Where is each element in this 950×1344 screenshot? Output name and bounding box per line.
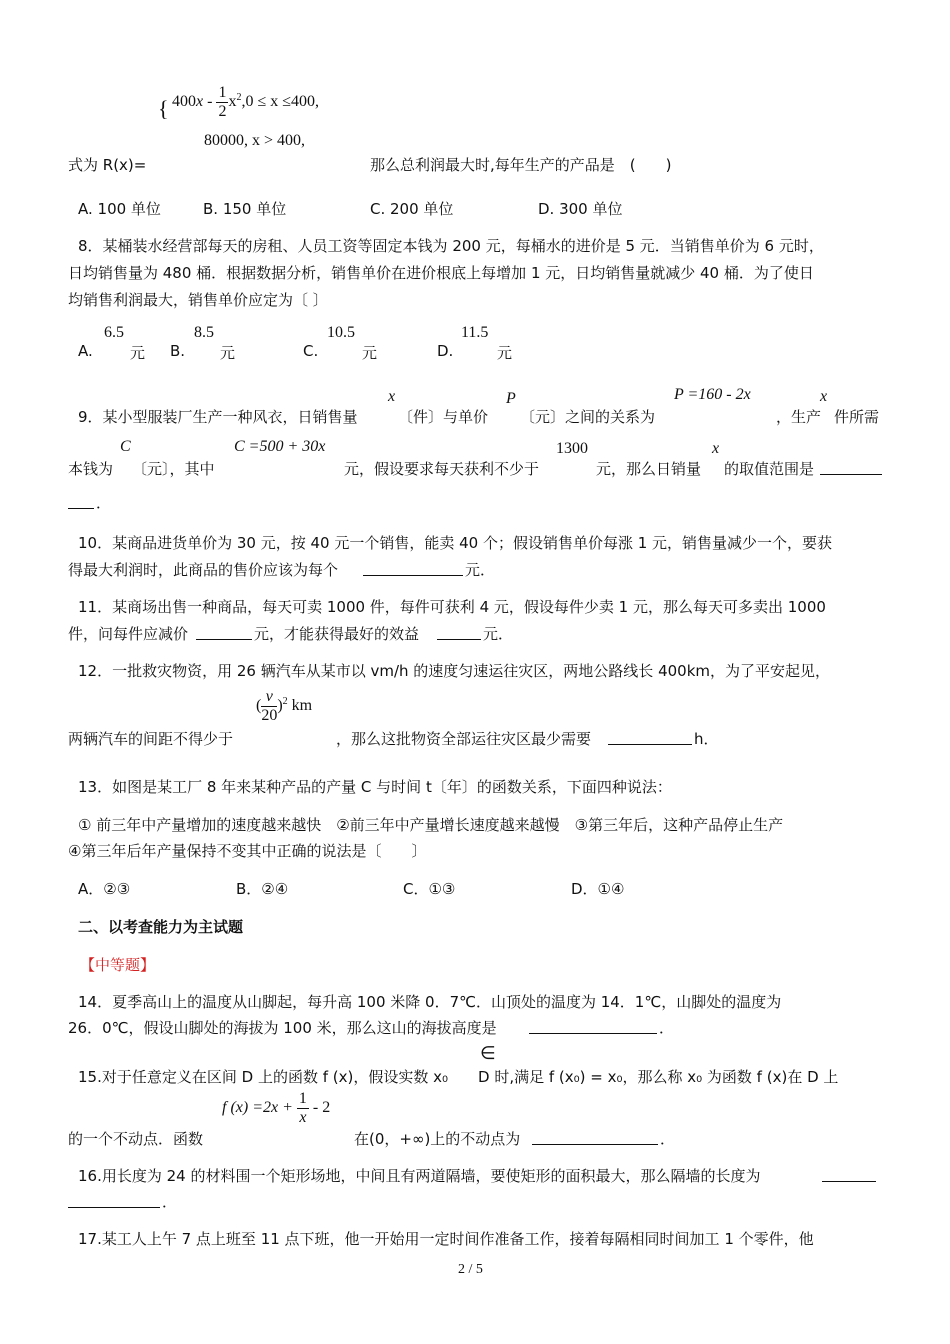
q12-line2-c: h． bbox=[694, 730, 719, 748]
q9-line1-e: 件所需 bbox=[834, 408, 880, 426]
q9-var-x2: x bbox=[820, 388, 828, 405]
q8-option-c-letter: C. bbox=[303, 342, 319, 360]
q9-formula-p: P =160 - 2x bbox=[674, 386, 751, 403]
q16-line1: 16.用长度为 24 的材料围一个矩形场地，中间且有两道隔墙，要使矩形的面积最大，那么隔墙的长度为 bbox=[78, 1167, 761, 1185]
q9-var-p: P bbox=[506, 390, 516, 407]
q7-option-a: A. 100 单位 bbox=[78, 200, 161, 218]
q9-line1-a: 9．某小型服装厂生产一种风衣，日销售量 bbox=[78, 408, 358, 426]
q9-line2-a: 本钱为 bbox=[68, 460, 114, 478]
q8-option-a-value: 6.5 bbox=[104, 324, 124, 341]
q16-answer-blank-cont[interactable] bbox=[68, 1193, 160, 1208]
q7-formula-line2: 80000, x > 400, bbox=[204, 132, 306, 149]
q16-line2-end: ． bbox=[162, 1193, 178, 1211]
q9-line3-end: ． bbox=[96, 494, 112, 512]
q14-line2-b: ． bbox=[659, 1019, 675, 1037]
q14-line2-a: 26．0℃，假设山脚处的海拔为 100 米，那么这山的海拔高度是 bbox=[68, 1019, 497, 1037]
q12-answer-blank[interactable] bbox=[608, 730, 692, 745]
q8-option-a-letter: A. bbox=[78, 342, 93, 360]
q7-lead: 式为 R(x)= bbox=[68, 156, 147, 174]
q9-line2-c: 元，假设要求每天获利不少于 bbox=[344, 460, 540, 478]
q12-formula: ( $\frac{v}{20}$ )$^2$ km bbox=[256, 688, 313, 724]
q9-line1-b: 〔件〕与单价 bbox=[398, 408, 489, 426]
q9-formula-c: C =500 + 30x bbox=[234, 438, 326, 455]
q9-line2-d: 元，那么日销量 bbox=[596, 460, 702, 478]
q8-option-a-unit: 元 bbox=[130, 344, 146, 362]
q10-answer-blank[interactable] bbox=[363, 561, 463, 576]
q13-line1: 13．如图是某工厂 8 年来某种产品的产量 C 与时间 t〔年〕的函数关系，下面四种说法： bbox=[78, 778, 672, 796]
q15-formula: f (x) =2x + $\frac{1}{x}$ - 2 bbox=[222, 1090, 331, 1126]
q15-line1: 15.对于任意定义在区间 D 上的函数 f (x)，假设实数 x₀ D 时,满足 f (x₀) = x₀，那么称 x₀ 为函数 f (x)在 D 上 bbox=[78, 1068, 839, 1086]
q8-line3: 均销售利润最大，销售单价应定为〔 〕 bbox=[68, 291, 328, 309]
q11-line2-b: 元，才能获得最好的效益 bbox=[254, 625, 420, 643]
q8-line1: 8．某桶装水经营部每天的房租、人员工资等固定本钱为 200 元，每桶水的进价是 5 元．当销售单价为 6 元时， bbox=[78, 237, 824, 255]
page-number: 2 / 5 bbox=[458, 1262, 483, 1277]
q13-option-a: A．②③ bbox=[78, 880, 131, 898]
q14-answer-blank[interactable] bbox=[529, 1019, 657, 1034]
q15-element-symbol: ∈ bbox=[480, 1043, 496, 1064]
q17-line1: 17.某工人上午 7 点上班至 11 点下班，他一开始用一定时间作准备工作，接着每隔相同时间加工 1 个零件，他 bbox=[78, 1230, 814, 1248]
q9-var-x: x bbox=[388, 388, 396, 405]
q9-value-1300: 1300 bbox=[556, 440, 588, 457]
q11-line2-a: 件，问每件应减价 bbox=[68, 625, 189, 643]
q9-answer-blank[interactable] bbox=[820, 460, 882, 475]
q9-var-x3: x bbox=[712, 440, 720, 457]
q15-line2-b: 在(0，+∞)上的不动点为 bbox=[354, 1130, 521, 1148]
q11-line2-c: 元． bbox=[483, 625, 514, 643]
q8-line2: 日均销售量为 480 桶．根据数据分析，销售单价在进价根底上每增加 1 元，日均销售量就减少 40 桶．为了使日 bbox=[68, 264, 814, 282]
q13-option-b: B．②④ bbox=[236, 880, 289, 898]
q7-question: 那么总利润最大时,每年生产的产品是 ( ) bbox=[370, 156, 672, 174]
q13-line2: ① 前三年中产量增加的速度越来越快 ②前三年中产量增长速度越来越慢 ③第三年后，这种产品停止生产 bbox=[78, 816, 784, 834]
q15-line2-a: 的一个不动点．函数 bbox=[68, 1130, 204, 1148]
q7-option-d: D. 300 单位 bbox=[538, 200, 623, 218]
q7-brace: { bbox=[158, 96, 169, 121]
q9-line1-d: ，生产 bbox=[776, 408, 822, 426]
q13-option-d: D．①④ bbox=[571, 880, 625, 898]
q15-line2-c: ． bbox=[660, 1130, 676, 1148]
q9-var-c: C bbox=[120, 438, 131, 455]
q9-line2-b: 〔元〕，其中 bbox=[132, 460, 215, 478]
q10-line2-b: 元． bbox=[465, 561, 496, 579]
q7-formula-line1: 400x - $\frac{1}{2}$ $x^2,0 \le x \le 400$, bbox=[172, 84, 319, 120]
q12-line2-b: ，那么这批物资全部运往灾区最少需要 bbox=[336, 730, 592, 748]
q11-answer-blank-1[interactable] bbox=[196, 625, 252, 640]
q11-answer-blank-2[interactable] bbox=[437, 625, 481, 640]
q13-line3: ④第三年后年产量保持不变其中正确的说法是〔 〕 bbox=[68, 842, 427, 860]
q8-option-b-value: 8.5 bbox=[194, 324, 214, 341]
q8-option-c-value: 10.5 bbox=[327, 324, 355, 341]
q14-line1: 14．夏季高山上的温度从山脚起，每升高 100 米降 0．7℃．山顶处的温度为 14．1℃，山脚处的温度为 bbox=[78, 993, 782, 1011]
q13-option-c: C．①③ bbox=[403, 880, 456, 898]
q12-line1: 12．一批救灾物资，用 26 辆汽车从某市以 vm/h 的速度匀速运往灾区，两地公路线长 400km，为了平安起见， bbox=[78, 662, 830, 680]
q9-line2-e: 的取值范围是 bbox=[724, 460, 815, 478]
q9-line1-c: 〔元〕之间的关系为 bbox=[520, 408, 656, 426]
q16-answer-blank[interactable] bbox=[822, 1167, 876, 1182]
q8-option-b-letter: B. bbox=[170, 342, 186, 360]
q8-option-c-unit: 元 bbox=[362, 344, 378, 362]
difficulty-label: 【中等题】 bbox=[80, 956, 156, 974]
q7-option-c: C. 200 单位 bbox=[370, 200, 454, 218]
section-title: 二、以考查能力为主试题 bbox=[78, 918, 244, 936]
q7-option-b: B. 150 单位 bbox=[203, 200, 287, 218]
q10-line1: 10．某商品进货单价为 30 元，按 40 元一个销售，能卖 40 个；假设销售单价每涨 1 元，销售量减少一个，要获 bbox=[78, 534, 833, 552]
q9-answer-blank-cont[interactable] bbox=[68, 494, 94, 509]
q8-option-d-value: 11.5 bbox=[461, 324, 489, 341]
q11-line1: 11．某商场出售一种商品，每天可卖 1000 件，每件可获利 4 元，假设每件少卖 1 元，那么每天可多卖出 1000 bbox=[78, 598, 826, 616]
q10-line2-a: 得最大利润时，此商品的售价应该为每个 bbox=[68, 561, 339, 579]
q8-option-d-unit: 元 bbox=[497, 344, 513, 362]
q8-option-d-letter: D. bbox=[437, 342, 454, 360]
q15-answer-blank[interactable] bbox=[532, 1130, 658, 1145]
q12-line2-a: 两辆汽车的间距不得少于 bbox=[68, 730, 234, 748]
q8-option-b-unit: 元 bbox=[220, 344, 236, 362]
